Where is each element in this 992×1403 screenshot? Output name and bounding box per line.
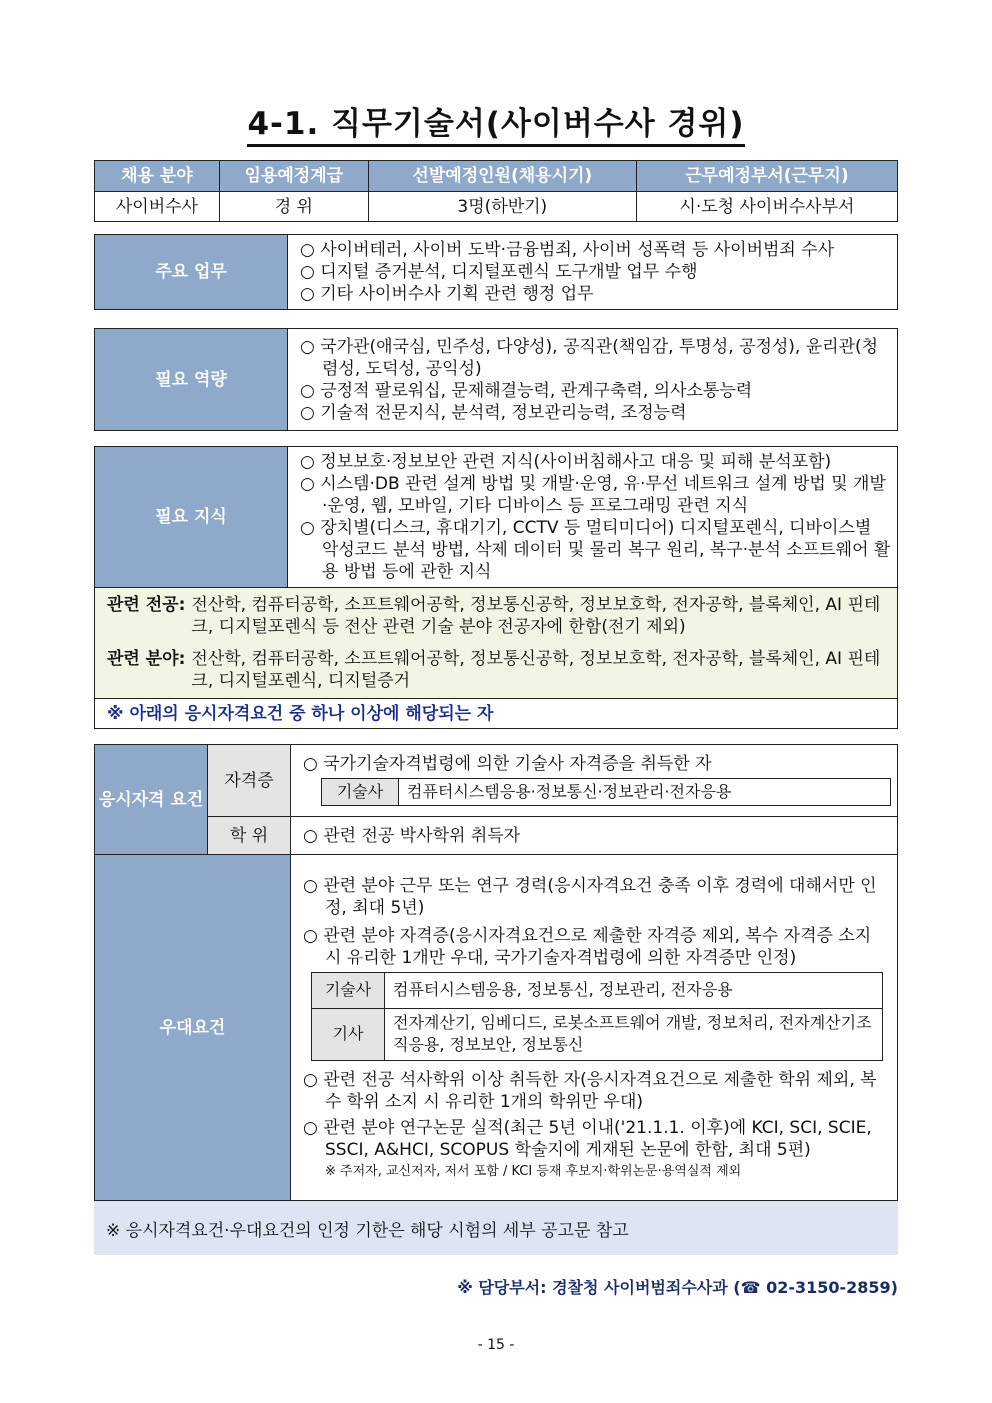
value-count: 3명(하반기) — [368, 192, 636, 222]
related-field-text: 전산학, 컴퓨터공학, 소프트웨어공학, 정보통신공학, 정보보호학, 전자공학, 블록체인, AI 핀테크, 디지털포렌식, 디지털증거 — [191, 649, 881, 691]
preference-item: ○ 관련 분야 자격증(응시자격요건으로 제출한 자격증 제외, 복수 자격증 소지 시 유리한 1개만 우대, 국가기술자격법령에 의한 자격증만 인정) — [303, 925, 872, 968]
degree-label: 학 위 — [208, 817, 291, 855]
footer-note: ※ 응시자격요건·우대요건의 인정 기한은 해당 시험의 세부 공고문 참고 — [94, 1201, 898, 1255]
header-rank: 임용예정계급 — [219, 161, 368, 192]
knowledge-section — [94, 446, 898, 729]
duty-item: ○ 사이버테러, 사이버 도박·금융범죄, 사이버 성폭력 등 사이버범죄 수사 — [300, 240, 835, 260]
value-dept: 시·도청 사이버수사부서 — [636, 192, 897, 222]
qualification-section — [94, 744, 898, 1201]
cert-label: 자격증 — [208, 745, 291, 817]
knowledge-label: 필요 지식 — [95, 447, 288, 588]
qualification-label: 응시자격 요건 — [95, 745, 208, 855]
knowledge-item: ○ 정보보호·정보보안 관련 지식(사이버침해사고 대응 및 피해 분석포함) — [300, 452, 832, 472]
value-rank: 경 위 — [219, 192, 368, 222]
duties-label: 주요 업무 — [95, 235, 288, 310]
cert-grade: 기술사 — [322, 778, 399, 805]
pref-grade-1: 기술사 — [312, 972, 385, 1008]
duty-item: ○ 기타 사이버수사 기획 관련 행정 업무 — [300, 284, 594, 304]
pref-grade-2: 기사 — [312, 1008, 385, 1060]
cert-list: 컴퓨터시스템응용·정보통신·정보관리·전자응용 — [399, 778, 891, 805]
preference-item: ○ 관련 분야 근무 또는 연구 경력(응시자격요건 충족 이후 경력에 대해서만 인정, 최대 5년) — [303, 875, 877, 918]
related-field-label: 관련 분야: — [107, 649, 186, 669]
pref-list-2: 전자계산기, 임베디드, 로봇소프트웨어 개발, 정보처리, 전자계산기조직응용, 정보보안, 정보통신 — [385, 1008, 883, 1060]
value-field: 사이버수사 — [95, 192, 220, 222]
contact-info: ※ 담당부서: 경찰청 사이버범죄수사과 (☎ 02-3150-2859) — [457, 1278, 898, 1297]
header-field: 채용 분야 — [95, 161, 220, 192]
cert-item: ○ 국가기술자격법령에 의한 기술사 자격증을 취득한 자 — [303, 753, 712, 774]
related-major-text: 전산학, 컴퓨터공학, 소프트웨어공학, 정보통신공학, 정보보호학, 전자공학, 블록체인, AI 핀테크, 디지털포렌식 등 전산 관련 기술 분야 전공자에 한함(전기 제외) — [191, 595, 881, 637]
duties-section — [94, 234, 898, 310]
qualification-notice: ※ 아래의 응시자격요건 중 하나 이상에 해당되는 자 — [95, 699, 898, 729]
cert-table — [321, 778, 891, 806]
competency-item: ○ 기술적 전문지식, 분석력, 정보관리능력, 조정능력 — [300, 402, 687, 423]
competency-item: ○ 긍정적 팔로워십, 문제해결능력, 관계구축력, 의사소통능력 — [300, 380, 753, 401]
header-dept: 근무예정부서(근무지) — [636, 161, 897, 192]
knowledge-item: ○ 시스템·DB 관련 설계 방법 및 개발·운영, 유·무선 네트워크 설계 방법 및 개발·운영, 웹, 모바일, 기타 디바이스 등 프로그래밍 관련 지식 — [300, 474, 886, 516]
preference-label: 우대요건 — [95, 855, 291, 1201]
header-count: 선발예정인원(채용시기) — [368, 161, 636, 192]
summary-table — [94, 160, 898, 222]
preference-item: ○ 관련 전공 석사학위 이상 취득한 자(응시자격요건으로 제출한 학위 제외, 복수 학위 소지 시 유리한 1개의 학위만 우대) — [303, 1069, 877, 1112]
competency-item: ○ 국가관(애국심, 민주성, 다양성), 공직관(책임감, 투명성, 공정성), 윤리관(청렴성, 도덕성, 공익성) — [300, 336, 879, 379]
competency-label: 필요 역량 — [95, 329, 288, 431]
knowledge-item: ○ 장치별(디스크, 휴대기기, CCTV 등 멀티미디어) 디지털포렌식, 디바이스별 악성코드 분석 방법, 삭제 데이터 및 물리 복구 원리, 복구·분석 소프트웨어 활용 방법 등에 관한 지식 — [300, 518, 891, 582]
duty-item: ○ 디지털 증거분석, 디지털포렌식 도구개발 업무 수행 — [300, 262, 698, 282]
related-block — [95, 588, 898, 699]
preference-note: ※ 주저자, 교신저자, 저서 포함 / KCI 등재 후보지·학위논문·용역실적 제외 — [325, 1163, 742, 1179]
page-number: - 15 - — [477, 1337, 515, 1353]
preference-item: ○ 관련 분야 연구논문 실적(최근 5년 이내('21.1.1. 이후)에 KCI, SCI, SCIE, SSCI, A&HCI, SCOPUS 학술지에 게재된 논문에 한함, 최대 5편) — [303, 1117, 872, 1160]
pref-list-1: 컴퓨터시스템응용, 정보통신, 정보관리, 전자응용 — [385, 972, 883, 1008]
page-title: 4-1. 직무기술서(사이버수사 경위) — [0, 98, 992, 143]
degree-item: ○ 관련 전공 박사학위 취득자 — [303, 825, 521, 846]
related-major-label: 관련 전공: — [107, 595, 186, 615]
competency-section — [94, 328, 898, 431]
preference-cert-table — [311, 972, 883, 1061]
